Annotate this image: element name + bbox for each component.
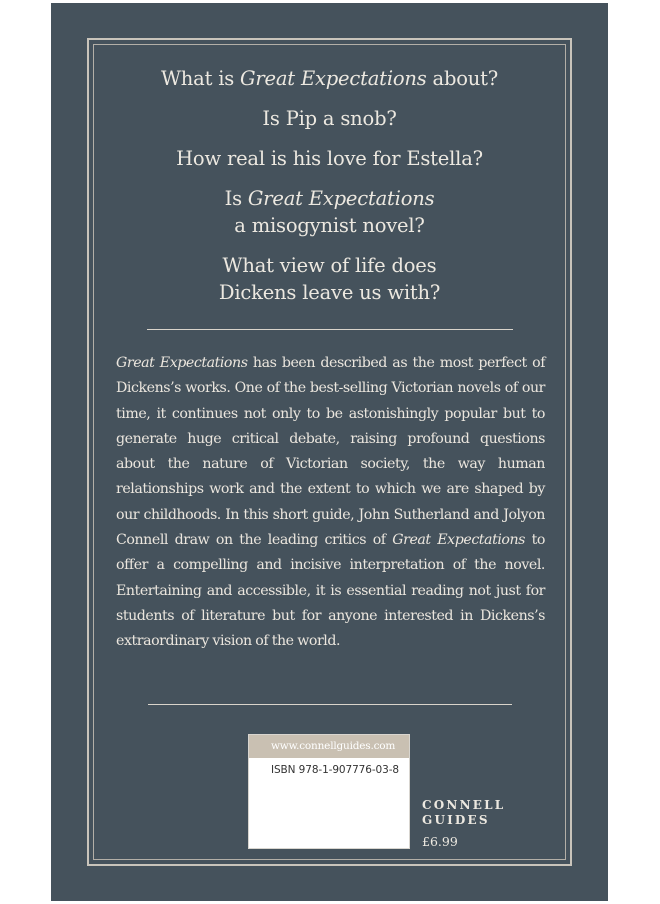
question-3: How real is his love for Estella?: [176, 147, 483, 170]
price: £6.99: [422, 834, 458, 849]
question-5: What view of life does Dickens leave us with?: [218, 254, 441, 304]
publisher-name-line-1: CONNELL: [422, 798, 506, 812]
book-title: Great Expectations: [392, 532, 526, 549]
isbn-number: ISBN 978-1-907776-03-8: [271, 764, 399, 776]
website-url: www.connellguides.com: [249, 735, 409, 758]
divider-top: [147, 329, 513, 330]
barcode-label: [248, 734, 410, 849]
question-4: Is Great Expectations a misogynist novel?: [224, 187, 435, 237]
question-1: What is Great Expectations about?: [160, 67, 499, 90]
divider-bottom: [148, 704, 512, 705]
book-title: Great Expectations: [247, 187, 435, 210]
book-title: Great Expectations: [116, 355, 248, 371]
description-blurb: Great Expectations has been described as the most perfect of Dickens’s works. One of the best-selling Victorian novels of our time, it continues not only to be astonishingly popular but to generate huge critical debate, raising profound questions about the nature of Victorian society, the way human relationships work and the extent to which we are shaped by our childhoods. In this short guide, John Sutherland and Jolyon Connell draw on the leading critics of Great Expectations to offer a compelling and incisive interpretation of the novel. Entertaining and accessible, it is essential reading not just for students of literature but for anyone interested in Dickens’s extraordinary vision of the world.: [116, 355, 545, 650]
publisher-block: [422, 798, 505, 849]
book-back-cover: [51, 3, 608, 901]
book-title: Great Expectations: [240, 67, 427, 90]
question-list: [111, 65, 548, 319]
question-2: Is Pip a snob?: [262, 107, 397, 130]
publisher-name-line-2: GUIDES: [422, 813, 490, 827]
